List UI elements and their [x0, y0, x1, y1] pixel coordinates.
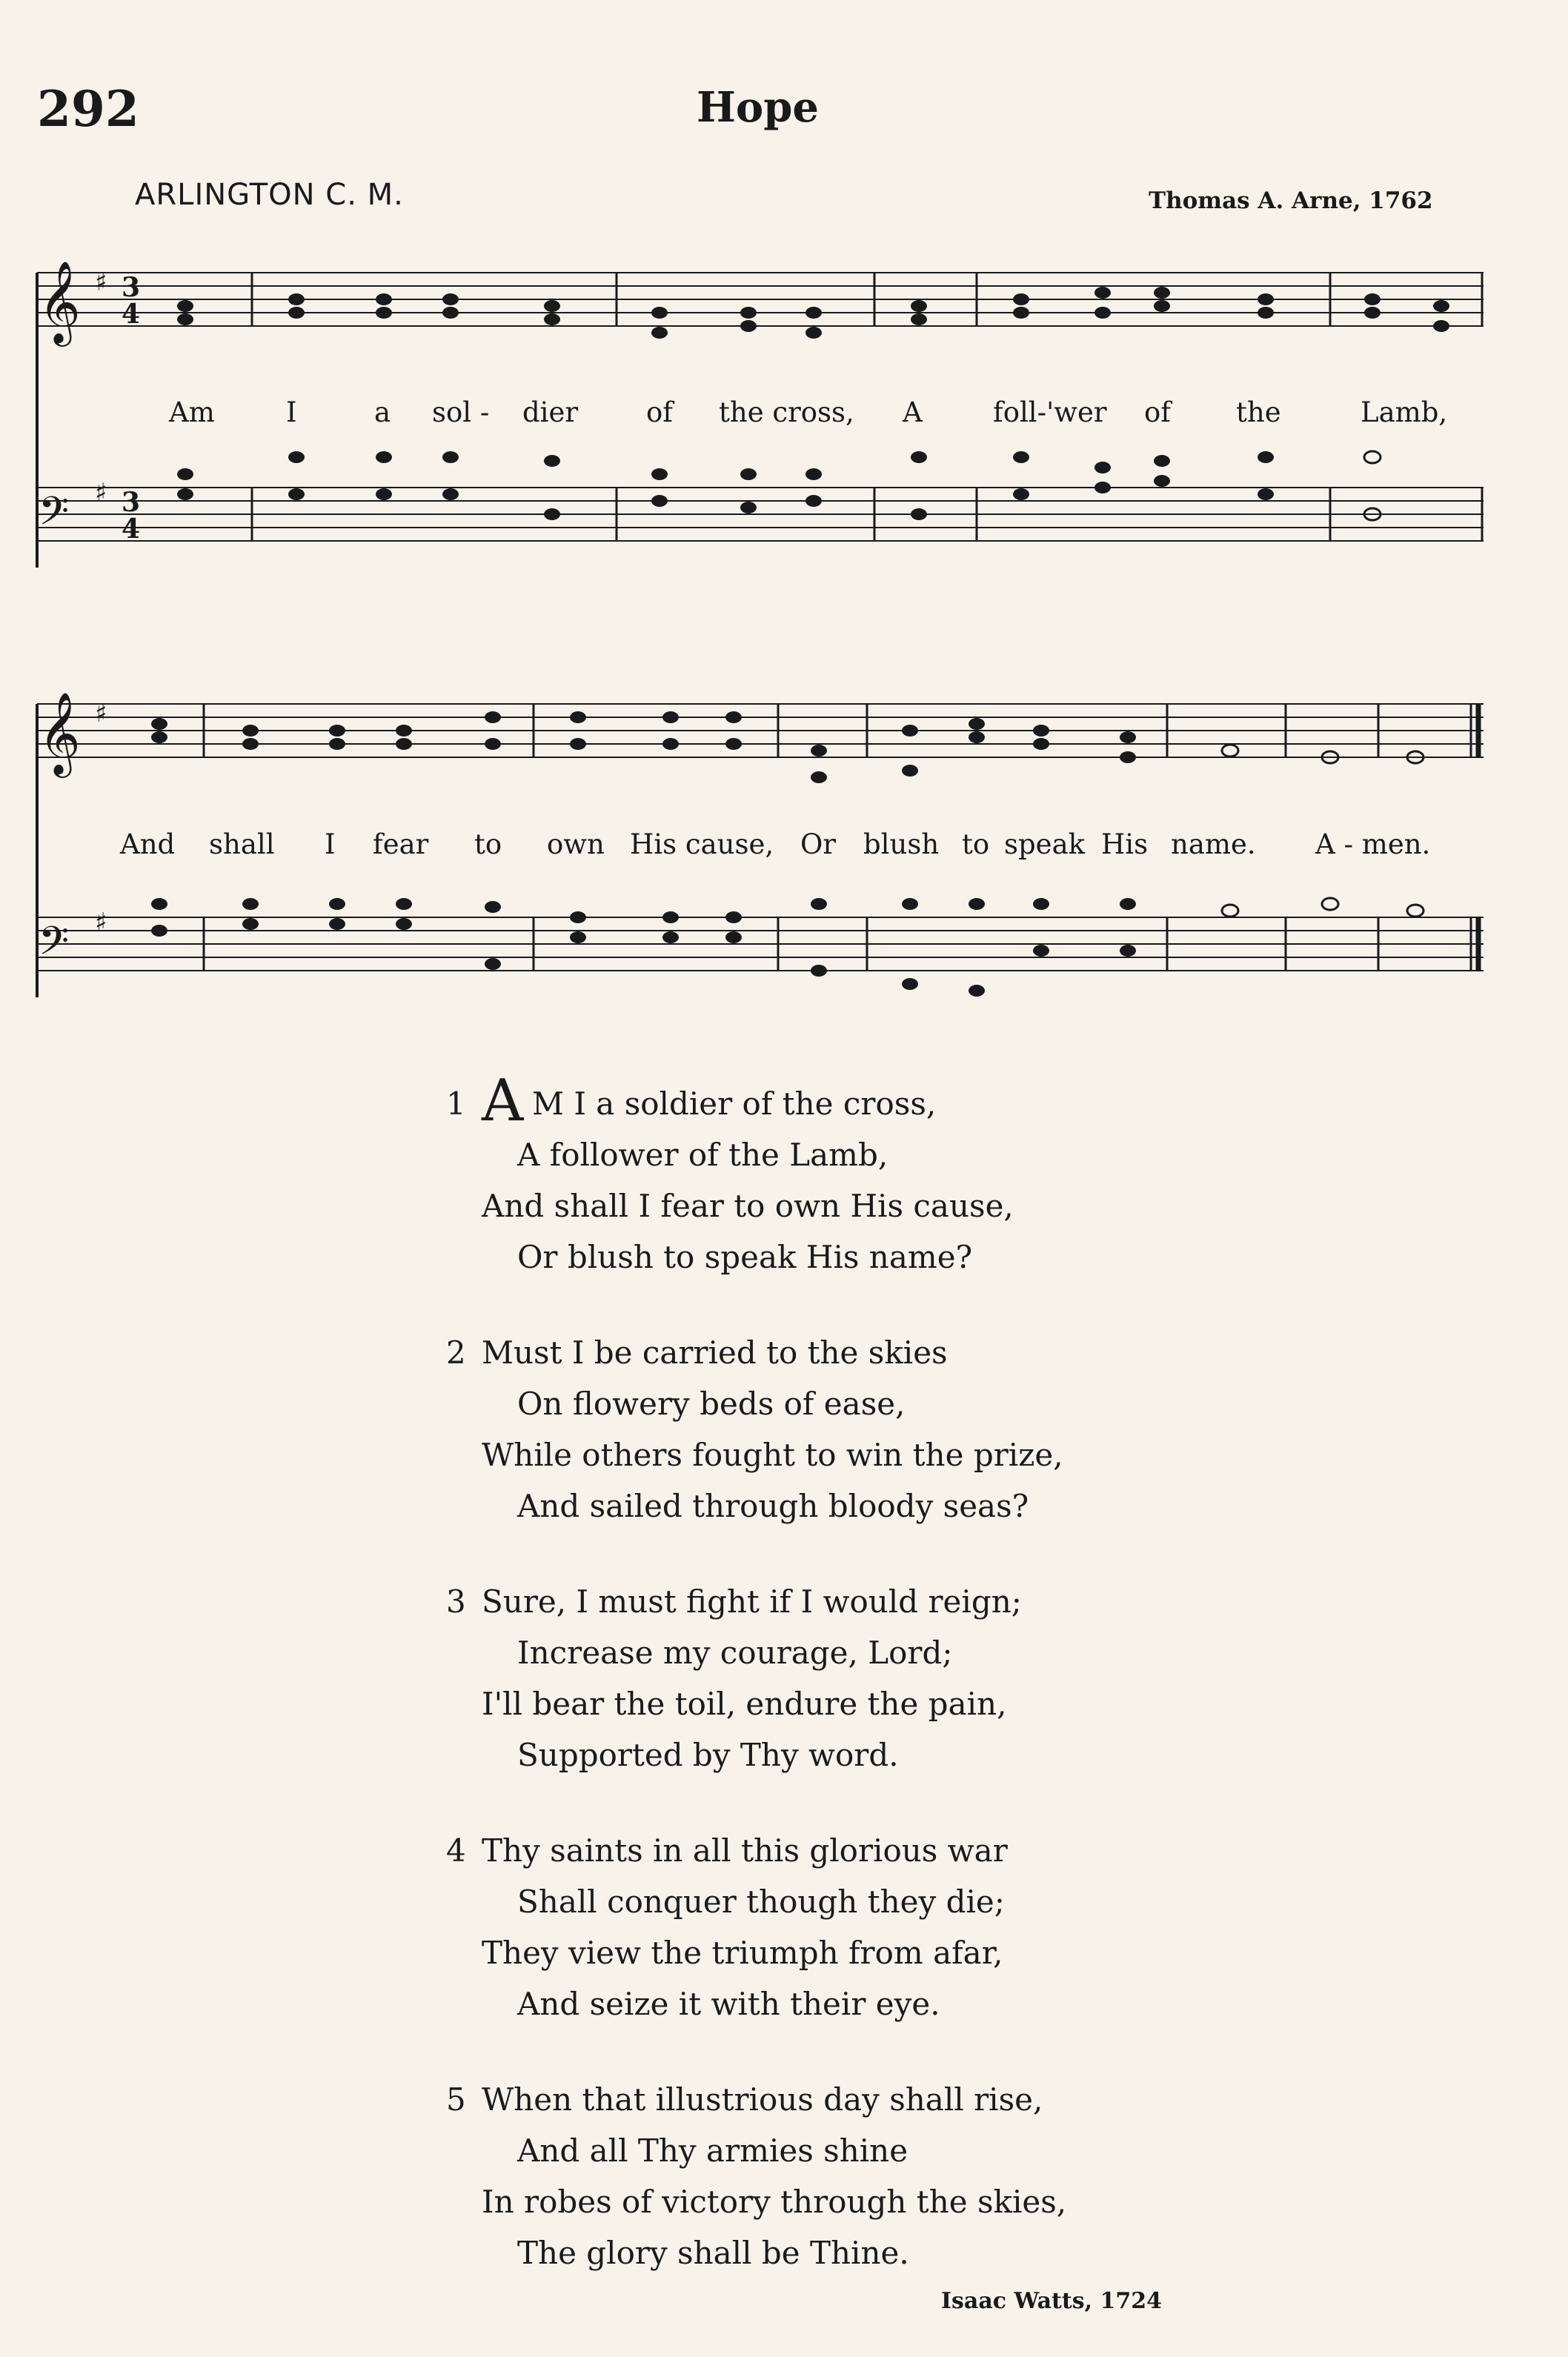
- bass-clef-icon: 𝄢: [39, 489, 70, 544]
- verse-line: [437, 2176, 1178, 2227]
- verse-number: 5: [446, 2081, 466, 2118]
- lyric-syllable: of: [1144, 396, 1171, 428]
- verse-number: 1: [446, 1086, 466, 1122]
- verse-text: Or blush to speak His name?: [517, 1239, 973, 1275]
- verse-4: [437, 1825, 1178, 2029]
- lyric-syllable: I: [286, 396, 297, 428]
- lyric-syllable: I: [325, 828, 336, 860]
- lyric-syllable: of: [646, 396, 673, 428]
- verse-text: I'll bear the toil, endure the pain,: [482, 1686, 1007, 1722]
- verse-line: [437, 1576, 1178, 1627]
- lyric-syllable: the: [1236, 396, 1281, 428]
- music-score: [0, 0, 1568, 1052]
- verse-text: M I a soldier of the cross,: [532, 1086, 937, 1122]
- notes-bass-2: [151, 898, 1424, 997]
- notes-treble-2: [151, 711, 1424, 783]
- lyric-syllable: dier: [522, 396, 579, 428]
- page-title: Hope: [697, 83, 820, 132]
- treble-clef-icon: 𝄞: [39, 691, 81, 774]
- verse-text: When that illustrious day shall rise,: [482, 2081, 1043, 2118]
- verse-line: [437, 1978, 1178, 2029]
- composer-credit: Thomas A. Arne, 1762: [1149, 187, 1433, 214]
- verse-line: [437, 2125, 1178, 2176]
- verse-line: [437, 1678, 1178, 1729]
- bass-clef-icon: 𝄢: [39, 919, 70, 974]
- tune-name: ARLINGTON C. M.: [135, 178, 404, 212]
- drop-cap: A: [482, 1068, 524, 1134]
- verse-text: And seize it with their eye.: [517, 1986, 940, 2022]
- lyric-syllable: His: [1101, 828, 1149, 860]
- verse-text: And sailed through bloody seas?: [517, 1488, 1029, 1524]
- verse-line: [437, 1327, 1178, 1378]
- verse-text: Supported by Thy word.: [517, 1737, 899, 1773]
- lyric-syllable: A: [903, 396, 923, 428]
- verse-text: Thy saints in all this glorious war: [482, 1832, 1008, 1869]
- lyric-syllable: blush: [863, 828, 940, 860]
- verse-line: [437, 1231, 1178, 1283]
- notes-bass-1: [177, 451, 1381, 520]
- verse-text: Shall conquer though they die;: [517, 1884, 1005, 1920]
- lyric-syllable: And: [120, 828, 176, 860]
- verse-text: The glory shall be Thine.: [517, 2235, 909, 2271]
- verse-text: And shall I fear to own His cause,: [482, 1188, 1014, 1224]
- lyric-syllable: sol -: [432, 396, 490, 428]
- lyric-syllable: Lamb,: [1361, 396, 1448, 428]
- svg-text:3: 3: [122, 487, 141, 518]
- verse-number: 2: [446, 1334, 466, 1371]
- svg-text:4: 4: [122, 513, 141, 545]
- verse-text: A follower of the Lamb,: [517, 1137, 888, 1173]
- verse-text: And all Thy armies shine: [517, 2132, 908, 2169]
- verse-1: [437, 1068, 1178, 1283]
- verse-line: [437, 1825, 1178, 1876]
- lyric-syllable: fear: [373, 828, 429, 860]
- sharp-icon: ♯: [95, 267, 107, 297]
- verse-line: [437, 1180, 1178, 1231]
- lyric-syllable: a: [374, 396, 391, 428]
- text-author-credit: Isaac Watts, 1724: [941, 2288, 1163, 2314]
- sharp-icon: ♯: [95, 908, 107, 937]
- verse-line: [437, 1927, 1178, 1978]
- verse-5: [437, 2074, 1178, 2278]
- verse-line: [437, 1627, 1178, 1678]
- verse-line: [437, 1429, 1178, 1480]
- lyric-syllable: name.: [1171, 828, 1256, 860]
- lyric-syllable: shall: [209, 828, 275, 860]
- verse-line: [437, 1129, 1178, 1180]
- verse-line: [437, 1378, 1178, 1429]
- verse-text: While others fought to win the prize,: [482, 1437, 1063, 1473]
- verse-line: [437, 1876, 1178, 1927]
- verse-text: In robes of victory through the skies,: [482, 2184, 1067, 2220]
- lyric-syllable: speak: [1004, 828, 1086, 860]
- page-number: 292: [37, 80, 139, 138]
- hymn-verses: [437, 1068, 1178, 2323]
- verse-text: On flowery beds of ease,: [517, 1386, 906, 1422]
- lyric-syllable: foll-'wer: [993, 396, 1107, 428]
- sharp-icon: ♯: [95, 699, 107, 728]
- verse-line: [437, 2074, 1178, 2125]
- treble-clef-icon: 𝄞: [39, 260, 81, 343]
- lyric-syllable: to: [962, 828, 990, 860]
- lyric-syllable: Or: [800, 828, 837, 860]
- verse-3: [437, 1576, 1178, 1781]
- verse-number: 4: [446, 1832, 466, 1869]
- verse-line: [437, 1068, 1178, 1134]
- sharp-icon: ♯: [95, 478, 107, 508]
- lyric-syllable: own: [547, 828, 605, 860]
- lyric-syllable: His cause,: [630, 828, 774, 860]
- svg-text:3: 3: [122, 272, 141, 303]
- verse-text: Must I be carried to the skies: [482, 1334, 948, 1371]
- verse-number: 3: [446, 1583, 466, 1620]
- lyric-syllable: the cross,: [719, 396, 854, 428]
- lyric-syllable: A - men.: [1315, 828, 1431, 860]
- verse-text: They view the triumph from afar,: [482, 1935, 1003, 1971]
- verse-2: [437, 1327, 1178, 1532]
- verse-line: [437, 2227, 1178, 2278]
- lyric-syllable: to: [474, 828, 502, 860]
- verse-line: [437, 1729, 1178, 1781]
- lyric-syllable: Am: [169, 396, 215, 428]
- verse-text: Sure, I must fight if I would reign;: [482, 1583, 1022, 1620]
- verse-line: [437, 1480, 1178, 1532]
- verse-text: Increase my courage, Lord;: [517, 1635, 953, 1671]
- svg-text:4: 4: [122, 299, 141, 330]
